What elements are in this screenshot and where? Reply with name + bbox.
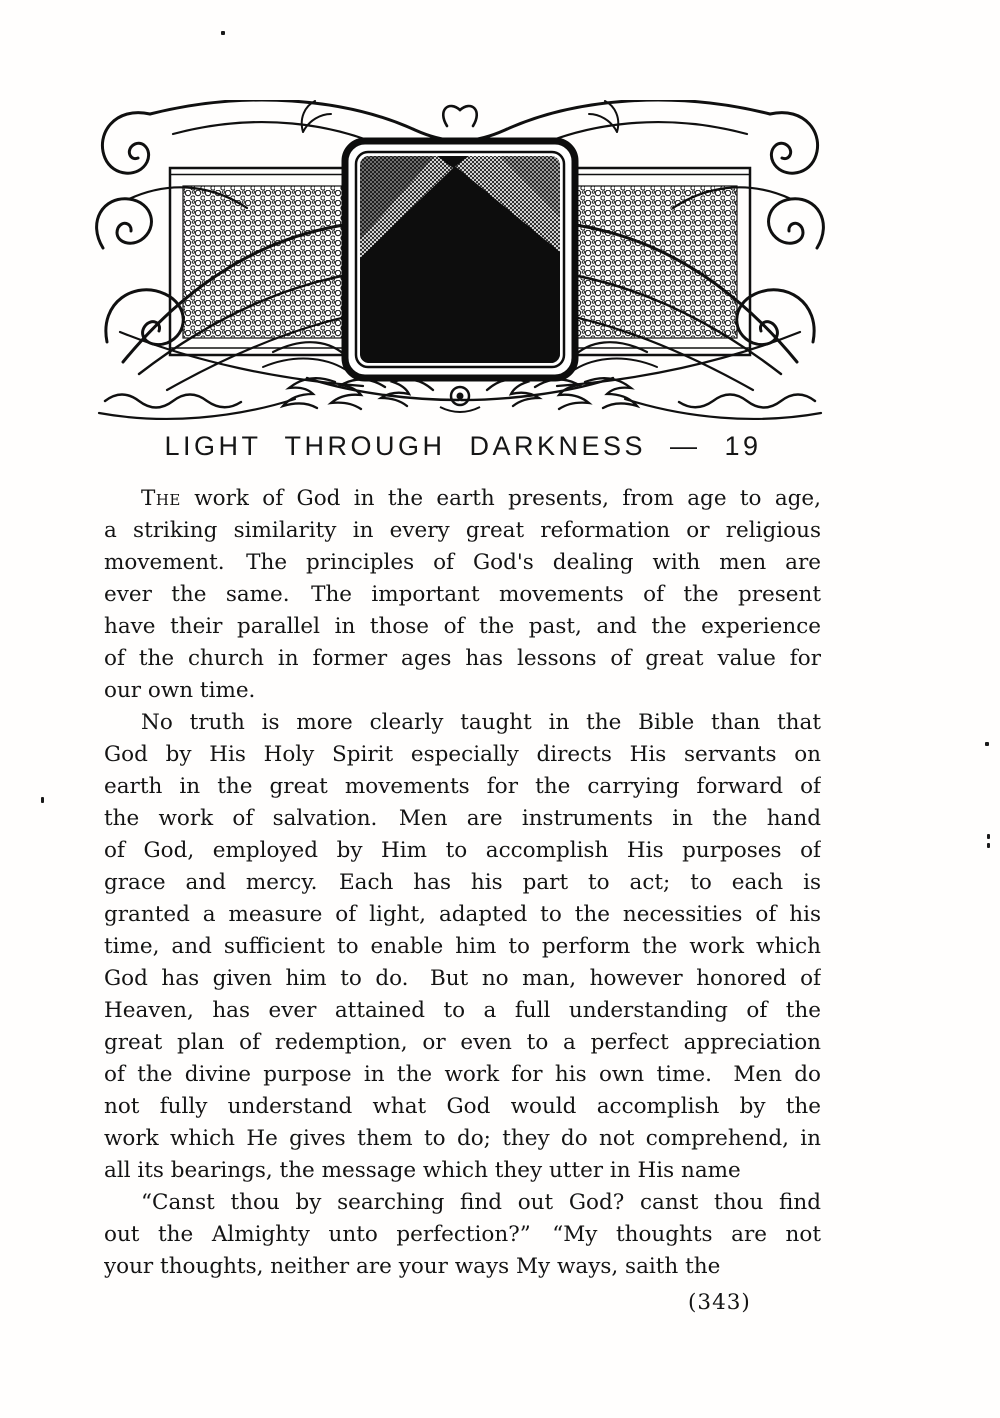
text-line: great plan of redemption, or even to a perfect appreciation	[104, 1030, 821, 1055]
text-line: our own time.	[104, 678, 256, 703]
text-line: time, and sufficient to enable him to perform the work which	[104, 934, 821, 959]
scan-speck	[41, 797, 44, 803]
text-line: of God, employed by Him to accomplish His purposes of	[104, 838, 821, 863]
text-line: out the Almighty unto perfection?” “My thoughts are not	[104, 1222, 821, 1247]
text-line: of the church in former ages has lessons of great value for	[104, 646, 821, 671]
text-line: Heaven, has ever attained to a full understanding of the	[104, 998, 821, 1023]
text-line: earth in the great movements for the carrying forward of	[104, 774, 821, 799]
body-text	[104, 483, 821, 1283]
paragraph	[104, 1187, 821, 1283]
text-line: God by His Holy Spirit especially directs His servants on	[104, 742, 821, 767]
text-line: “Canst thou by searching find out God? canst thou find	[141, 1190, 821, 1215]
text-line: the work of salvation. Men are instruments in the hand	[104, 806, 821, 831]
text-line: God has given him to do. But no man, however honored of	[104, 966, 821, 991]
small-caps-lead: The	[141, 486, 181, 511]
paragraph	[104, 483, 821, 707]
text-line: The work of God in the earth presents, from age to age,	[141, 486, 821, 511]
text-line: movement. The principles of God's dealing with men are	[104, 550, 821, 575]
text-line: work which He gives them to do; they do not comprehend, in	[104, 1126, 821, 1151]
headpiece-illustration	[95, 100, 825, 432]
scan-speck	[987, 843, 990, 848]
text-line: not fully understand what God would accomplish by the	[104, 1094, 821, 1119]
text-line: No truth is more clearly taught in the Bible than that	[141, 710, 821, 735]
chapter-headpiece-engraving	[95, 100, 825, 432]
dark-plate-illustration	[345, 141, 575, 378]
text-line: ever the same. The important movements of the present	[104, 582, 821, 607]
scan-speck	[985, 742, 989, 746]
page-number: (343)	[688, 1290, 751, 1315]
chapter-title: LIGHT THROUGH DARKNESS — 19	[164, 431, 762, 461]
text-line: of the divine purpose in the work for his own time. Men do	[104, 1062, 821, 1087]
paragraph	[104, 707, 821, 1187]
text-line: have their parallel in those of the past, and the experience	[104, 614, 821, 639]
text-line: granted a measure of light, adapted to the necessities of his	[104, 902, 821, 927]
text-line: all its bearings, the message which they utter in His name	[104, 1158, 741, 1183]
scan-speck	[221, 31, 225, 35]
scan-speck	[987, 834, 990, 839]
text-line: grace and mercy. Each has his part to act; to each is	[104, 870, 821, 895]
text-line: your thoughts, neither are your ways My ways, saith the	[104, 1254, 721, 1279]
text-line: a striking similarity in every great reformation or religious	[104, 518, 821, 543]
